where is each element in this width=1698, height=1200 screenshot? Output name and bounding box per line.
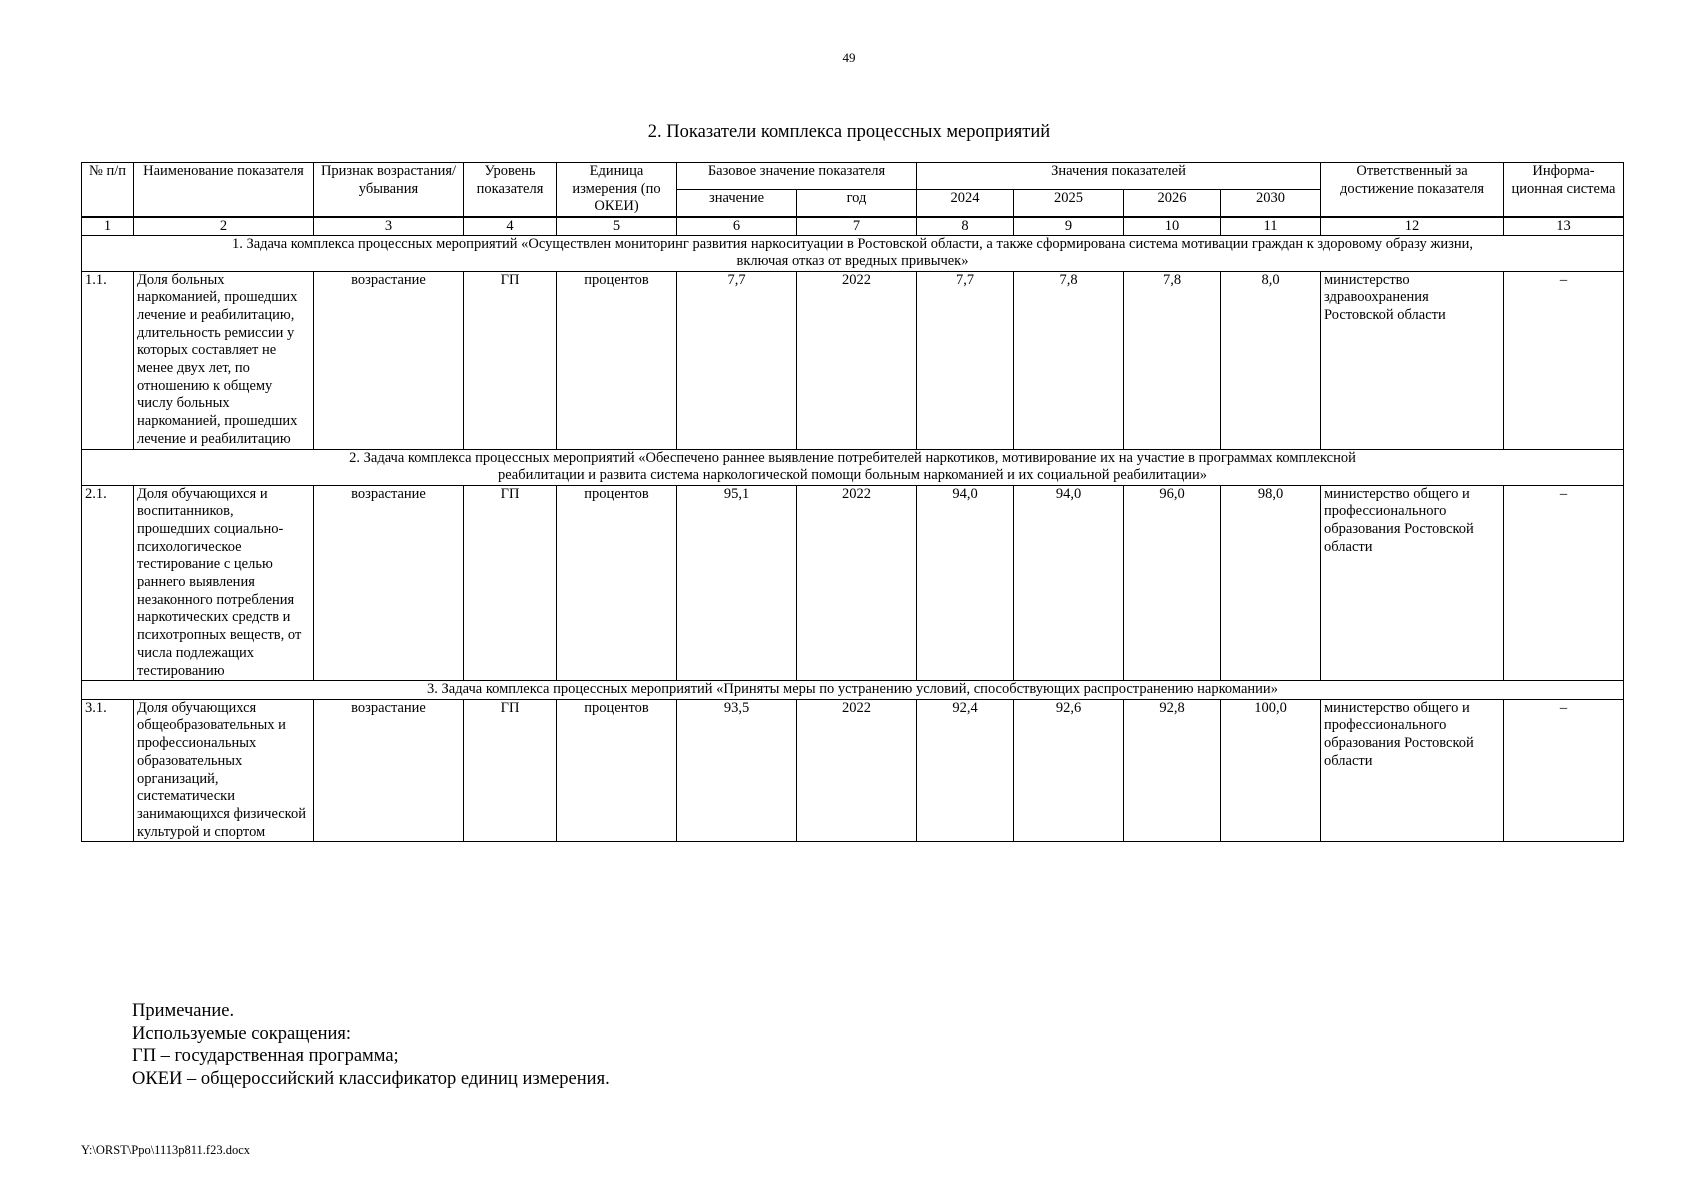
column-numbers-row (82, 217, 1624, 236)
row-value-2030: 98,0 (1221, 485, 1321, 681)
footer-file-path: Y:\ORST\Ppo\1113p811.f23.docx (81, 1143, 250, 1157)
note-line: ГП – государственная программа; (132, 1046, 399, 1066)
row-value-2030: 100,0 (1221, 699, 1321, 842)
row-value-2026: 7,8 (1124, 271, 1221, 449)
row-value-2024: 92,4 (917, 699, 1014, 842)
row-responsible: министерство здравоохранения Ростовской области (1321, 271, 1504, 449)
row-value-2030: 8,0 (1221, 271, 1321, 449)
task-heading-1: 1. Задача комплекса процессных мероприятий «Осуществлен мониторинг развития наркоситуации в Ростовской области, а также сформирована система мотивации граждан к здоровому образу жизни, включая отказ от вредных привычек» (82, 235, 1624, 271)
task-heading-2: 2. Задача комплекса процессных мероприятий «Обеспечено раннее выявление потребителей наркотиков, мотивирование их на участие в программах комплексной реабилитации и развита система наркологической помощи больным наркоманией и их социальной реабилитации» (82, 449, 1624, 485)
header-name: Наименование показателя (134, 163, 314, 217)
task-row (82, 235, 1624, 271)
task-row (82, 681, 1624, 700)
row-value-2024: 94,0 (917, 485, 1014, 681)
row-responsible: министерство общего и профессионального образования Ростовской области (1321, 699, 1504, 842)
header-year-2026: 2026 (1124, 189, 1221, 216)
header-base-value: значение (677, 189, 797, 216)
notes-block (132, 1000, 610, 1090)
note-heading: Примечание. (132, 1001, 235, 1021)
header-trend: Признак возрастания/убывания (314, 163, 464, 217)
header-num: № п/п (82, 163, 134, 217)
row-level: ГП (464, 271, 557, 449)
row-base-value: 95,1 (677, 485, 797, 681)
table-row (82, 699, 1624, 842)
table-row (82, 485, 1624, 681)
column-number: 1 (82, 217, 134, 236)
row-value-2025: 92,6 (1014, 699, 1124, 842)
column-number: 8 (917, 217, 1014, 236)
document-title: 2. Показатели комплекса процессных мероприятий (647, 122, 1051, 142)
note-line: ОКЕИ – общероссийский классификатор единиц измерения. (132, 1068, 610, 1089)
row-base-year: 2022 (797, 699, 917, 842)
column-number: 12 (1321, 217, 1504, 236)
column-number: 2 (134, 217, 314, 236)
indicators-table (81, 162, 1624, 842)
header-base-group: Базовое значение показателя (677, 163, 917, 190)
row-unit: процентов (557, 699, 677, 842)
note-line: Используемые сокращения: (132, 1023, 352, 1044)
task-heading-3: 3. Задача комплекса процессных мероприятий «Приняты меры по устранению условий, способствующих распространению наркомании» (82, 681, 1624, 700)
row-unit: процентов (557, 271, 677, 449)
header-year-2030: 2030 (1221, 189, 1321, 216)
row-level: ГП (464, 485, 557, 681)
row-trend: возрастание (314, 485, 464, 681)
header-unit: Единица измерения (по ОКЕИ) (557, 163, 677, 217)
row-num: 1.1. (82, 271, 134, 449)
row-trend: возрастание (314, 271, 464, 449)
header-base-year: год (797, 189, 917, 216)
header-level: Уровень показателя (464, 163, 557, 217)
row-base-year: 2022 (797, 485, 917, 681)
column-number: 11 (1221, 217, 1321, 236)
row-value-2024: 7,7 (917, 271, 1014, 449)
row-num: 3.1. (82, 699, 134, 842)
column-number: 9 (1014, 217, 1124, 236)
row-level: ГП (464, 699, 557, 842)
row-info-system: – (1504, 699, 1624, 842)
column-number: 6 (677, 217, 797, 236)
row-info-system: – (1504, 271, 1624, 449)
row-trend: возрастание (314, 699, 464, 842)
table-row (82, 271, 1624, 449)
row-name: Доля обучающихся общеобразовательных и профессиональных образовательных организаций, систематически занимающихся физической культурой и спортом (134, 699, 314, 842)
row-name: Доля больных наркоманией, прошедших лечение и реабилитацию, длительность ремиссии у которых составляет не менее двух лет, по отношению к общему числу больных наркоманией, прошедших лечение и реабилитацию (134, 271, 314, 449)
header-info-system: Информа-ционная система (1504, 163, 1624, 217)
column-number: 13 (1504, 217, 1624, 236)
row-base-value: 7,7 (677, 271, 797, 449)
column-number: 5 (557, 217, 677, 236)
row-responsible: министерство общего и профессионального образования Ростовской области (1321, 485, 1504, 681)
row-value-2025: 94,0 (1014, 485, 1124, 681)
row-value-2025: 7,8 (1014, 271, 1124, 449)
row-info-system: – (1504, 485, 1624, 681)
header-values-group: Значения показателей (917, 163, 1321, 190)
page-number: 49 (842, 50, 856, 65)
column-number: 3 (314, 217, 464, 236)
table-header-row (82, 163, 1624, 190)
column-number: 7 (797, 217, 917, 236)
row-num: 2.1. (82, 485, 134, 681)
row-name: Доля обучающихся и воспитанников, прошедших социально-психологическое тестирование с целью раннего выявления незаконного потребления наркотических средств и психотропных веществ, от числа подлежащих тестированию (134, 485, 314, 681)
column-number: 4 (464, 217, 557, 236)
header-year-2025: 2025 (1014, 189, 1124, 216)
row-value-2026: 96,0 (1124, 485, 1221, 681)
row-base-year: 2022 (797, 271, 917, 449)
row-unit: процентов (557, 485, 677, 681)
header-year-2024: 2024 (917, 189, 1014, 216)
row-value-2026: 92,8 (1124, 699, 1221, 842)
row-base-value: 93,5 (677, 699, 797, 842)
task-row (82, 449, 1624, 485)
column-number: 10 (1124, 217, 1221, 236)
header-responsible: Ответственный за достижение показателя (1321, 163, 1504, 217)
